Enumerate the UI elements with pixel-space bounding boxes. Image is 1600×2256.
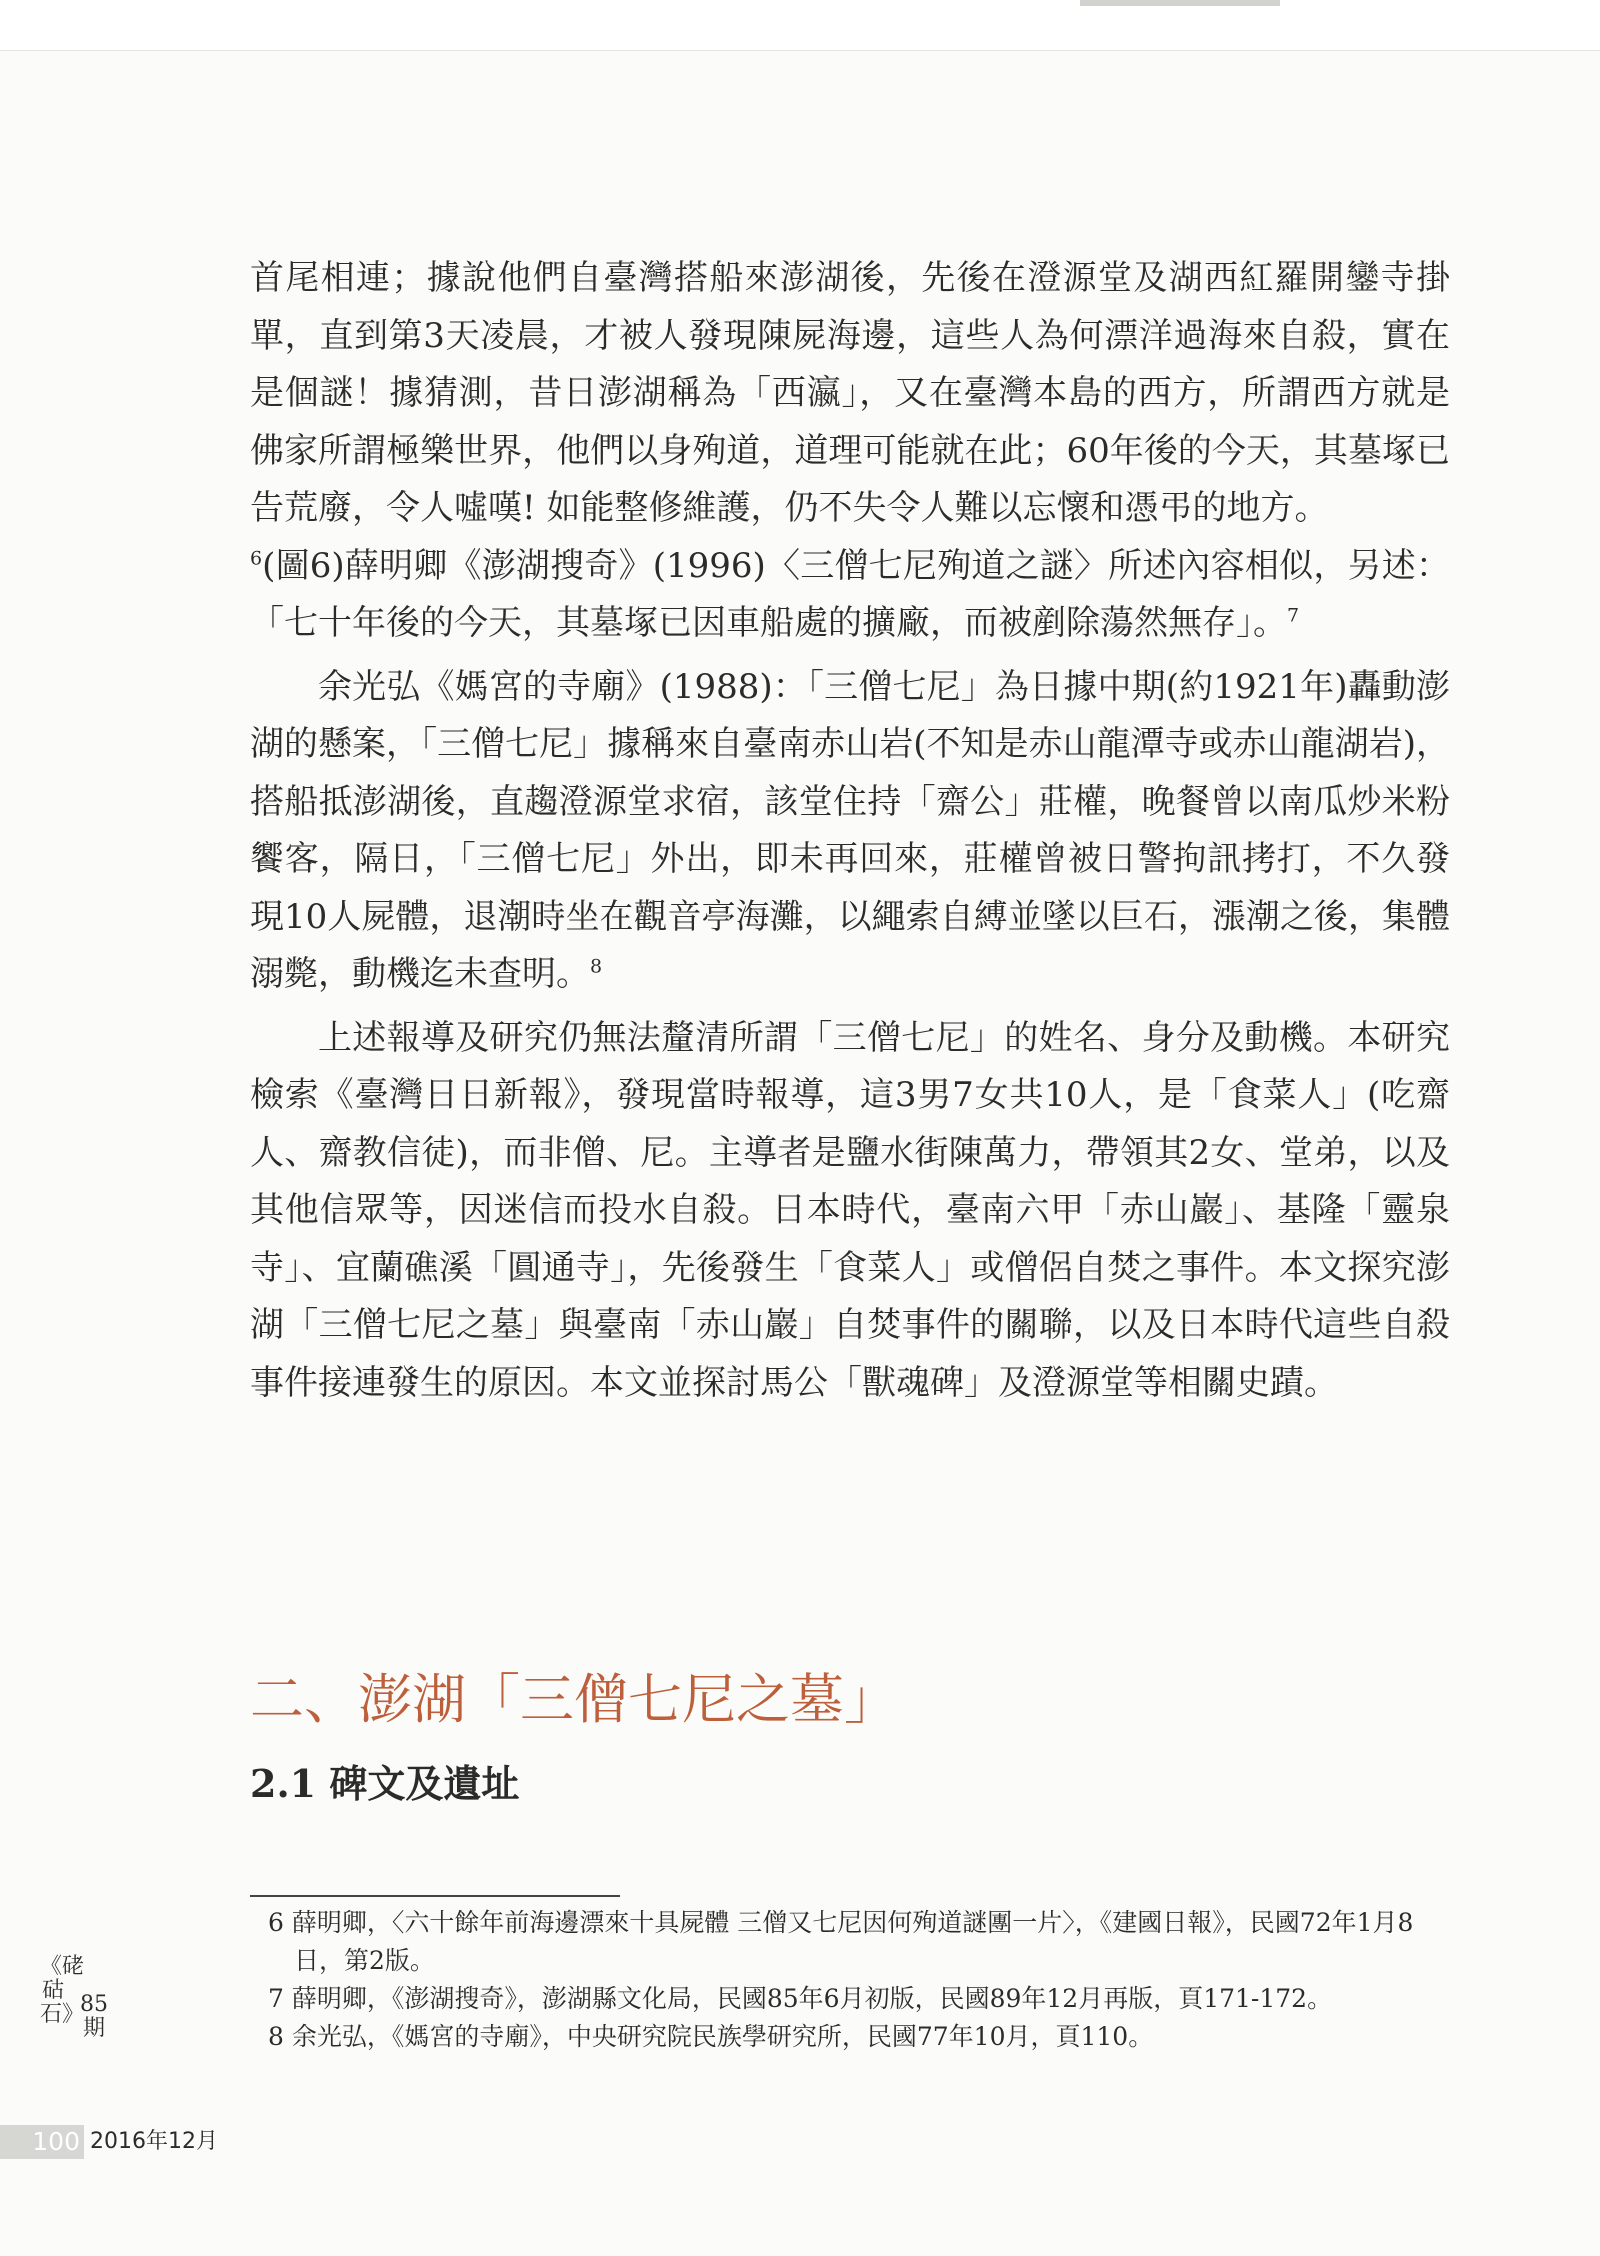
section-heading: 二、澎湖「三僧七尼之墓」 [250, 1668, 898, 1731]
footnote-8: 8 余光弘，《媽宮的寺廟》，中央研究院民族學研究所，民國77年10月，頁110。 [268, 2022, 1154, 2051]
footnote-ref-8: 8 [590, 955, 603, 978]
paragraph-4-text: 上述報導及研究仍無法釐清所謂「三僧七尼」的姓名、身分及動機。本研究檢索《臺灣日日新報》，發現當時報導，這3男7女共10人，是「食菜人」(吃齋人、齋教信徒)，而非僧、尼。主導者是鹽水街陳萬力，帶領其2女、堂弟，以及其他信眾等，因迷信而投水自殺。日本時代，臺南六甲「赤山巖」、基隆「靈泉寺」、宜蘭礁溪「圓通寺」，先後發生「食菜人」或僧侶自焚之事件。本文探究澎湖「三僧七尼之墓」與臺南「赤山巖」自焚事件的關聯，以及日本時代這些自殺事件接連發生的原因。本文並探討馬公「獸魂碑」及澄源堂等相關史蹟。 [250, 1017, 1450, 1403]
paragraph-2 [250, 538, 1450, 653]
footnote-divider [250, 1895, 620, 1897]
footnote-7: 7 薛明卿，《澎湖搜奇》，澎湖縣文化局，民國85年6月初版，民國89年12月再版，頁171-172。 [268, 1984, 1333, 2013]
paragraph-4 [250, 1010, 1450, 1413]
top-scan-band [0, 0, 1600, 51]
paragraph-2-text: (圖6)薛明卿《澎湖搜奇》(1996)〈三僧七尼殉道之謎〉所述內容相似，另述：「七十年後的今天，其墓塚已因車船處的擴廠，而被剷除蕩然無存」。 [250, 545, 1450, 643]
paragraph-3-text: 余光弘《媽宮的寺廟》(1988)：「三僧七尼」為日據中期(約1921年)轟動澎湖的懸案，「三僧七尼」據稱來自臺南赤山岩(不知是赤山龍潭寺或赤山龍湖岩)，搭船抵澎湖後，直趨澄源堂求宿，該堂住持「齋公」莊權，晚餐曾以南瓜炒米粉饗客，隔日，「三僧七尼」外出，即未再回來，莊權曾被日警拘訊拷打，不久發現10人屍體，退潮時坐在觀音亭海灘，以繩索自縛並墜以巨石，漲潮之後，集體溺斃，動機迄未查明。 [250, 666, 1450, 994]
top-edge-mark [1080, 0, 1280, 6]
footnote-ref-6: 6 [250, 547, 263, 570]
footnote-6: 6 薛明卿，〈六十餘年前海邊漂來十具屍體 三僧又七尼因何殉道謎團一片〉，《建國日報》，民國72年1月8日，第2版。 [268, 1908, 1414, 1975]
issue-number-vertical: 85期 [80, 1992, 108, 2041]
page-number: 100 [0, 2125, 84, 2159]
footnote-ref-7: 7 [1287, 604, 1300, 627]
subsection-heading: 2.1 碑文及遺址 [250, 1761, 520, 1806]
paragraph-3 [250, 659, 1450, 1004]
journal-title-vertical: 《硓𥑮石》 [40, 1954, 85, 2027]
body-text [250, 250, 1450, 1412]
paragraph-1 [250, 250, 1450, 538]
paragraph-1-text: 首尾相連；據說他們自臺灣搭船來澎湖後，先後在澄源堂及湖西紅羅開鑾寺掛單，直到第3天凌晨，才被人發現陳屍海邊，這些人為何漂洋過海來自殺，實在是個謎！據猜測，昔日澎湖稱為「西瀛」，又在臺灣本島的西方，所謂西方就是佛家所謂極樂世界，他們以身殉道，道理可能就在此；60年後的今天，其墓塚已告荒廢，令人噓嘆! 如能整修維護，仍不失令人難以忘懷和憑弔的地方。 [250, 258, 1450, 528]
footnotes [268, 1904, 1448, 2056]
issue-date: 2016年12月 [90, 2129, 218, 2154]
